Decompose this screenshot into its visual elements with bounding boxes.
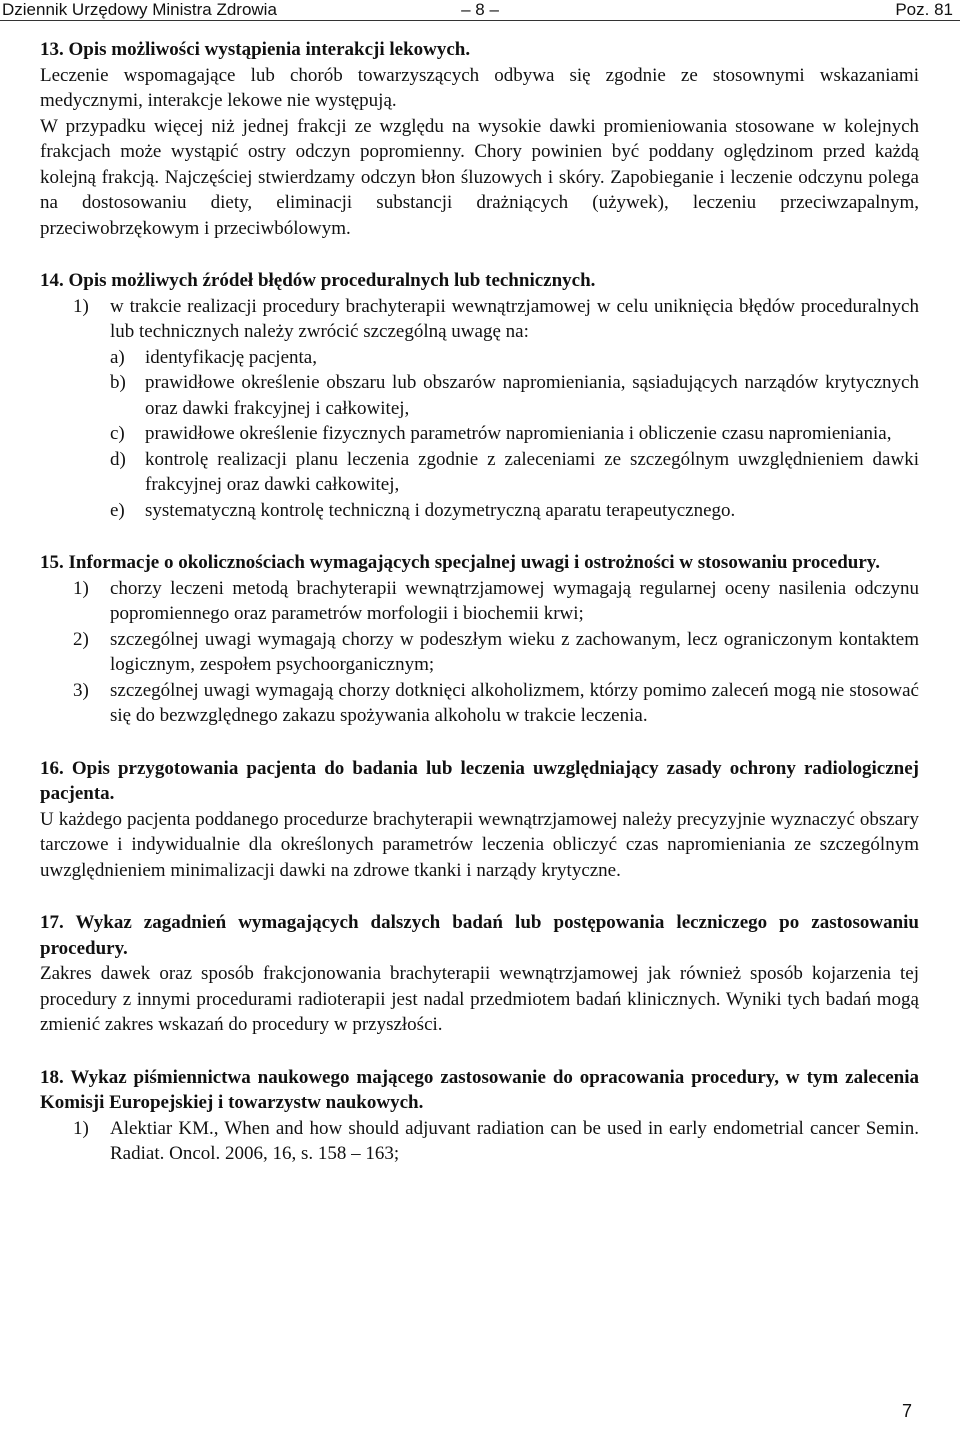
header-divider <box>0 20 960 21</box>
list-item <box>40 498 919 524</box>
list-item <box>40 294 919 345</box>
section-spacer <box>40 241 919 268</box>
section-spacer <box>40 523 919 550</box>
list-item-text: identyfikację pacjenta, <box>145 346 317 368</box>
list-item <box>40 370 919 421</box>
list-marker: 2) <box>73 628 89 650</box>
section-15-list <box>40 576 919 729</box>
list-marker: d) <box>110 448 126 470</box>
list-item-text: Alektiar KM., When and how should adjuvant radiation can be used in early endometrial cancer Semin. Radiat. Oncol. 2006, 16, s. 158 – 163; <box>110 1117 919 1164</box>
section-17-paragraph: Zakres dawek oraz sposób frakcjonowania brachyterapii wewnątrzjamowej jak również sposób kojarzenia tej procedury z innymi procedurami radioterapii jest nadal przedmiotem badań klinicznych. Wyniki tych badań mogą zmienić zakres wskazań do procedury w przyszłości. <box>40 963 919 1035</box>
section-16-paragraph: U każdego pacjenta poddanego procedurze brachyterapii wewnątrzjamowej należy precyzyjnie wyznaczyć obszary tarczowe i indywidualnie dla określonych parametrów leczenia obliczyć czas napromieniania ze szczególnym uwzględnieniem minimalizacji dawki na zdrowe tkanki i narządy krytyczne. <box>40 808 919 881</box>
list-marker: e) <box>110 499 125 521</box>
list-item <box>40 447 919 498</box>
section-13-paragraph-1: Leczenie wspomagające lub chorób towarzyszących odbywa się zgodnie ze stosownymi wskazaniami medycznymi, interakcje lekowe nie występują. <box>40 64 919 111</box>
section-14-title: 14. Opis możliwych źródeł błędów proceduralnych lub technicznych. <box>40 270 596 291</box>
journal-title: Dziennik Urzędowy Ministra Zdrowia <box>2 0 277 19</box>
section-spacer <box>40 883 919 910</box>
section-18 <box>40 1065 919 1167</box>
document-body <box>40 37 919 1167</box>
section-18-list <box>40 1116 919 1167</box>
list-item-text: systematyczną kontrolę techniczną i dozymetryczną aparatu terapeutycznego. <box>145 499 736 521</box>
section-17-title: 17. Wykaz zagadnień wymagających dalszych badań lub postępowania leczniczego po zastosowaniu procedury. <box>40 912 919 959</box>
section-13-paragraph-2: W przypadku więcej niż jednej frakcji ze względu na wysokie dawki promieniowania stosowane w kolejnych frakcjach może wystąpić ostry odczyn popromienny. Chory powinien być poddany oględzinom przed każdą kolejną frakcją. Najczęściej stwierdzamy odczyn błon śluzowych i skóry. Zapobieganie i leczenie odczynu polega na dostosowaniu diety, eliminacji substancji drażniących (używek), leczeniu przeciwzapalnym, przeciwobrzękowym i przeciwbólowym. <box>40 115 919 239</box>
list-item-text: prawidłowe określenie fizycznych parametrów napromieniania i obliczenie czasu napromieniania, <box>145 423 892 444</box>
list-item <box>40 627 919 678</box>
list-marker: a) <box>110 346 125 368</box>
list-item-text: w trakcie realizacji procedury brachyterapii wewnątrzjamowej w celu uniknięcia błędów proceduralnych lub technicznych należy zwrócić szczególną uwagę na: <box>110 295 919 342</box>
list-marker: 1) <box>73 295 89 317</box>
list-item-text: kontrolę realizacji planu leczenia zgodnie z zaleceniami ze szczególnym uwzględnieniem dawki frakcyjnej oraz dawki całkowitej, <box>145 448 919 495</box>
section-13-title: 13. Opis możliwości wystąpienia interakcji lekowych. <box>40 39 471 60</box>
list-item-text: prawidłowe określenie obszaru lub obszarów napromieniania, sąsiadujących narządów krytycznych oraz dawki frakcyjnej i całkowitej, <box>145 372 919 419</box>
page-marker: – 8 – <box>461 0 499 19</box>
list-item <box>40 345 919 371</box>
section-15-title: 15. Informacje o okolicznościach wymagających specjalnej uwagi i ostrożności w stosowaniu procedury. <box>40 552 880 573</box>
section-13 <box>40 37 919 241</box>
section-spacer <box>40 729 919 756</box>
section-14 <box>40 268 919 523</box>
list-item-text: chorzy leczeni metodą brachyterapii wewnątrzjamowej wymagają regularnej oceny nasilenia odczynu popromiennego oraz parametrów morfologii i biochemii krwi; <box>110 577 919 624</box>
section-spacer <box>40 1038 919 1065</box>
section-16 <box>40 756 919 884</box>
section-16-title: 16. Opis przygotowania pacjenta do badania lub leczenia uwzględniający zasady ochrony radiologicznej pacjenta. <box>40 757 919 804</box>
list-item <box>40 1116 919 1167</box>
list-item <box>40 678 919 729</box>
section-14-list <box>40 294 919 345</box>
page-number: 7 <box>901 1401 912 1421</box>
position-number: Poz. 81 <box>895 0 953 19</box>
section-17 <box>40 910 919 1038</box>
list-marker: 3) <box>73 679 89 701</box>
section-18-title: 18. Wykaz piśmiennictwa naukowego mającego zastosowanie do opracowania procedury, w tym zalecenia Komisji Europejskiej i towarzystw naukowych. <box>40 1066 919 1113</box>
section-14-sublist <box>40 345 919 524</box>
list-marker: b) <box>110 372 126 393</box>
list-marker: c) <box>110 423 125 444</box>
list-item <box>40 576 919 627</box>
list-item-text: szczególnej uwagi wymagają chorzy w podeszłym wieku z zachowanym, lecz ograniczonym kontaktem logicznym, zespołem psychoorganicznym; <box>110 628 919 675</box>
list-item <box>40 421 919 447</box>
list-item-text: szczególnej uwagi wymagają chorzy dotknięci alkoholizmem, którzy pomimo zaleceń mogą nie stosować się do bezwzględnego zakazu spożywania alkoholu w trakcie leczenia. <box>110 679 919 726</box>
list-marker: 1) <box>73 1117 89 1139</box>
section-15 <box>40 550 919 729</box>
list-marker: 1) <box>73 577 89 599</box>
